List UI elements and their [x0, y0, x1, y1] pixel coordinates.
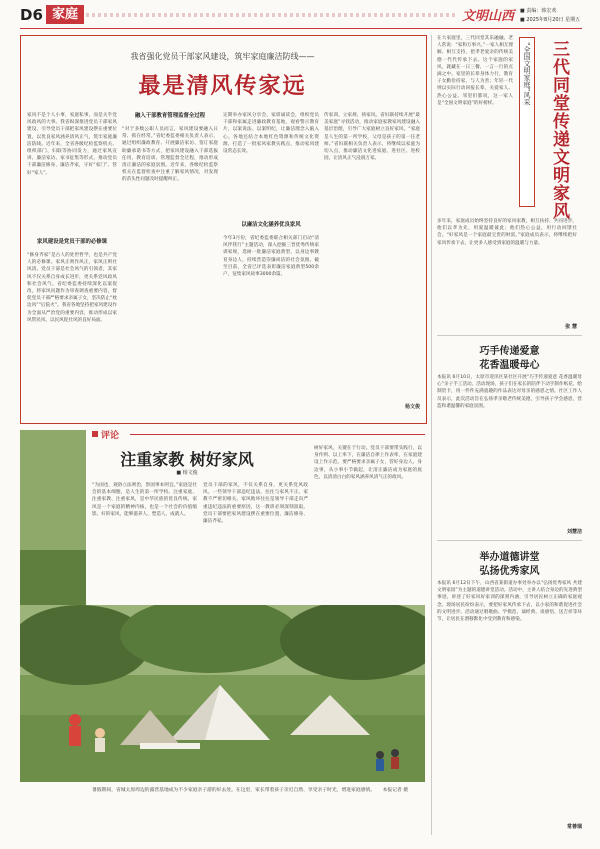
commentary-author: ■ 杨文俊	[176, 470, 198, 476]
lead-body-3: 定期举办家风分享会、家训诵读会，组织党员干部和家属走进廉政教育基地，观看警示教育片，以案说法、以案明纪，让廉洁理念入脑入心。各地还结合本地红色资源和传统文化资源，打造了一批家风家教实践点，推动家风建设常态长效。	[223, 113, 319, 155]
lead-body-2: “对于多数公职人员而言，家风建设要融入日常、抓在经常。”省纪委监委相关负责人表示，通过组织廉政教育、开展廉洁家访、签订家庭助廉承诺书等方式，把家风建设融入干部选拔任用、教育培训、管理监督全过程，推动形成清正廉洁的家庭氛围。近年来，各级纪检监察机关在监督检查中注重了解家风情况，对发现的苗头性问题及时提醒纠正。	[122, 127, 218, 183]
feature-label-text: “全国文明家庭”风采	[523, 42, 531, 106]
commentary-tag	[92, 428, 119, 440]
commentary-col-3: 树好家风，关键在于行动。党员干部要带头践行，以身作则、以上率下，在廉洁自律上作表率，在家庭建设上作示范。要严格要求亲属子女，管好身边人、身边事，从小事小节做起，让清正廉洁成为家庭的底色，以清清白白的家风涵养风清气正的政风。	[314, 446, 422, 480]
news-1-byline: 刘慧洁	[566, 529, 582, 535]
lead-body-4: 传家训、立家规、扬家风。省妇联持续开展“最美家庭”寻找活动，推动家庭家教家风建设融入基层治理，引导广大家庭树立良好家风。“家庭是人生的第一所学校，父母是孩子的第一任老师。”省妇联相关负责人表示，将继续以家庭为切入点，推动廉洁文化进家庭、进社区、进校园，让清风正气浸润万家。	[324, 113, 420, 162]
page-number: D6	[20, 6, 43, 24]
news-1-body: 本报讯 6月10日，太原市迎泽区某社区开展“巧手传递爱意 花香温暖母心”亲子手工活动。活动现场，孩子们在家长的陪伴下动手制作纸花、绘制贺卡，用一件件充满童趣的作品表达对母亲的感恩之情。社区工作人员表示，此次活动旨在弘扬孝亲敬老传统美德，引导孩子学会感恩，营造和谐温馨的家庭氛围。	[437, 375, 582, 409]
feature-col-2: 多年来，家庭成员始终坚持良好的家风家教，相互扶持、共同进步。他们以孝为先，用爱温暖彼此；他们热心公益，用行动回馈社会。“好家风是一个家庭最宝贵的财富。”家庭成员表示，将继续把好家风传承下去，让更多人感受到家庭的温暖与力量。	[437, 219, 577, 246]
news-2-headline-1: 举办道德讲堂	[479, 552, 540, 563]
lead-subhead-2: 融入干部教育管理监督全过程	[134, 113, 206, 119]
lead-byline: 杨文俊	[404, 404, 420, 410]
news-1-headline-2: 花香温暖母心	[479, 360, 540, 371]
feature-vertical-label	[519, 37, 535, 207]
news-1-headline-1: 巧手传递爱意	[479, 346, 540, 357]
feature-vertical-title: 三代同堂传递文明家风	[549, 40, 569, 220]
commentary-headline: 注重家教 树好家风	[120, 450, 254, 469]
news-2-byline: 常善瑞	[566, 824, 582, 830]
feature-byline: 张 慧	[565, 324, 577, 330]
photo-caption	[92, 787, 422, 837]
camping-photo-art	[20, 605, 425, 782]
commentary-tag-label: 评论	[101, 430, 120, 441]
lead-headline: 最是清风传家远	[138, 73, 307, 99]
right-divider	[431, 35, 432, 835]
lead-body-3b: 今年3月份，省纪委监委联合相关部门启动“清风伴我行”主题活动，深入挖掘三晋优秀传统家训家规，选树一批廉洁家庭典型，以身边事教育身边人，持续营造崇廉尚洁的社会氛围。截至目前，全省已评选表彰廉洁家庭典型500余户，征集家风故事3000余篇。	[223, 236, 319, 278]
right-rule-1	[437, 335, 582, 336]
header-info-2: ■ 2025年8月20日 星期五	[520, 17, 581, 23]
commentary-tag-marker	[92, 431, 98, 437]
section-badge: 家庭	[46, 5, 84, 24]
header-pattern	[86, 13, 456, 17]
paper-logo: 文明山西	[462, 9, 515, 24]
commentary-rule	[130, 434, 425, 435]
header-rule	[20, 28, 582, 29]
feature-col-1: 在大家庭里，三代同堂其乐融融。老人常说：“家和万事兴。”一家人相互理解、相互支持，把孝老爱亲的传统美德一代代传承下去。这个家庭的家风，就藏在一日三餐、一言一行的点滴之中。家里的长辈身体力行，教育子女勤俭持家、与人为善；年轻一代则以实际行动回报长辈，关爱家人、热心公益。邻里们都说，这一家人是“全国文明家庭”的好榜样。	[437, 36, 513, 106]
lead-kicker: 我省强化党员干部家风建设，筑牢家庭廉洁防线——	[130, 52, 315, 61]
header-info-1: ■ 责编：韩宏欢	[520, 8, 557, 14]
lead-intro: 家风不是个人小事，家庭私事，而是关乎党风政风的大事。我省纵深推进党员干部家风建设，引导党员干部把家风建设摆在重要位置，以优良家风涵养清风正气，筑牢家庭廉洁防线。近年来，全省各级纪检监察机关、组织部门、妇联等协同发力，通过家风宣讲、廉洁家访、家书征集等形式，推动党员干部廉洁修身、廉洁齐家，守好“家门”、管好“家人”。	[27, 113, 117, 176]
commentary-col-2: 党员干部的家风，不仅关系自身，更关系党风政风。一些领导干部违纪违法，往往与家风不正、家教不严密切相关。家风败坏往往是领导干部走向严重违纪违法的重要原因，这一教训必须深刻汲取。党员干部要把家风建设摆在重要位置，廉洁修身、廉洁齐家。	[203, 483, 308, 525]
photo-caption-text: 暑假期间，省城太原周边的露营基地成为不少家庭亲子游的好去处。在这里，家长带着孩子亲近自然、享受亲子时光，增进家庭感情。	[92, 788, 376, 793]
commentary-col-1: “为国也，观俗立法则治，察国事本则宜。”家庭是社会的基本细胞，是人生的第一所学校。注重家庭、注重家教、注重家风，是中华民族的优良传统。家风是一个家庭的精神内核，也是一个社会的价值缩影。好的家风，能够滋养人、塑造人、成就人。	[92, 483, 197, 517]
lead-subhead-1: 家风建设是党员干部的必修课	[36, 239, 108, 245]
lead-subhead-3: 以廉洁文化涵养优良家风	[241, 222, 301, 228]
news-2-body: 本报讯 6月12日下午，山西省某街道办事处举办以“弘扬优秀家风 共建文明家园”为主题的道德讲堂活动。活动中，主讲人结合身边的先进典型事迹，讲述了好家风好家训的深刻内涵，引导居民树立正确的家庭观念。现场居民纷纷表示，要把好家风传承下去，以小家的和谐促进社会的文明进步。活动通过唱歌曲、学模范、诵经典、谈感悟、送吉祥等环节，让居民在潜移默化中受到教育和感染。	[437, 581, 582, 623]
right-rule-2	[437, 540, 582, 541]
camping-photo-wide	[20, 605, 425, 782]
lead-body-1: “修身齐家”是古人的处世哲学，也是共产党人的必修课。家风正则作风正，家风正则社风清。党员干部是社会风气的引领者，其家风不仅关系自身成长进步，更关系党风政风和社会风气。省纪委监委持续深化以案促改，将家风问题作为审查调查重要内容，督促党员干部严格要求亲属子女，坚决防止“枕边风”“后院火”。我省各地坚持把家风建设作为全面从严治党的重要内容，推动形成以家风带民风、以民风促社风的良好局面。	[27, 253, 117, 323]
photo-credit: 本报记者 摄	[382, 788, 409, 793]
news-2-headline-2: 弘扬优秀家风	[479, 566, 540, 577]
